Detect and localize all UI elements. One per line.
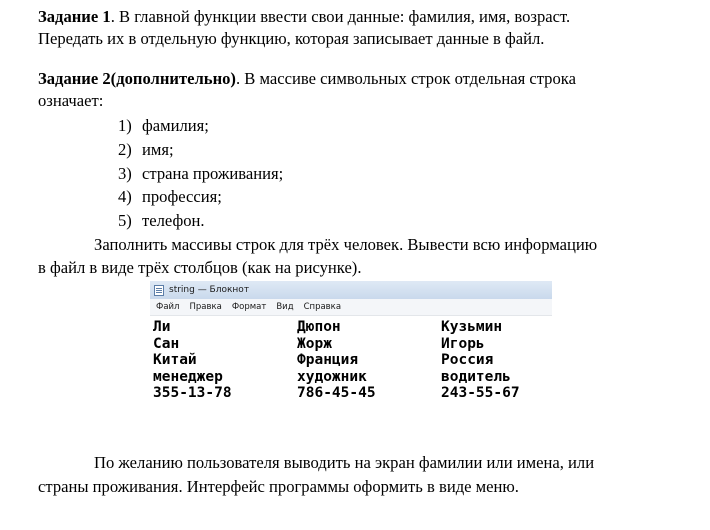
cell: 355-13-78 [153, 385, 232, 401]
notepad-column-3 [441, 319, 520, 402]
list-item: 4) профессия; [118, 187, 222, 206]
notepad-icon [154, 285, 164, 296]
cell: Китай [153, 352, 197, 368]
task2-text: . В массиве символьных строк отдельная строка [235, 69, 576, 88]
task1-label: Задание 1 [38, 7, 111, 26]
notepad-title: string — Блокнот [169, 285, 250, 295]
menu-file: Файл [156, 302, 180, 312]
cell: Игорь [441, 335, 485, 352]
cell: Кузьмин [441, 319, 503, 335]
task2-paragraph1-line2: в файл в виде трёх столбцов (как на рисунке). [38, 258, 362, 277]
cell: Россия [441, 352, 494, 368]
notepad-column-1 [153, 319, 232, 402]
cell: водитель [441, 368, 511, 385]
list-item: 3) страна проживания; [118, 164, 284, 183]
cell: Сан [153, 335, 180, 352]
task2-paragraph2-line1: По желанию пользователя выводить на экран фамилии или имена, или [94, 453, 595, 472]
cell: художник [297, 368, 367, 385]
cell: 786-45-45 [297, 385, 376, 401]
task1-line1 [38, 7, 570, 27]
task2-line1 [38, 69, 576, 89]
cell: менеджер [153, 368, 223, 385]
menu-format: Формат [231, 302, 267, 312]
task1-line2: Передать их в отдельную функцию, которая записывает данные в файл. [38, 29, 545, 48]
cell: Жорж [297, 335, 332, 352]
task2-paragraph1-line1: Заполнить массивы строк для трёх человек. Вывести всю информацию [94, 235, 598, 254]
cell: Дюпон [297, 319, 341, 335]
task2-paragraph2-line2: страны проживания. Интерфейс программы оформить в виде меню. [38, 477, 519, 496]
notepad-menubar [150, 299, 552, 316]
task2-label: Задание 2(дополнительно) [38, 69, 236, 88]
list-item: 1) фамилия; [118, 116, 209, 135]
menu-view: Вид [276, 302, 294, 312]
task1-text: . В главной функции ввести свои данные: фамилия, имя, возраст. [110, 7, 571, 26]
menu-edit: Правка [189, 302, 222, 312]
cell: Франция [297, 352, 359, 368]
notepad-text-area [150, 316, 552, 409]
notepad-column-2 [297, 319, 376, 402]
task2-line2: означает: [38, 91, 104, 110]
list-item: 5) телефон. [118, 211, 205, 230]
menu-help: Справка [303, 302, 342, 312]
cell: Ли [153, 319, 171, 335]
notepad-titlebar [150, 281, 552, 299]
notepad-window-screenshot [150, 281, 552, 409]
cell: 243-55-67 [441, 385, 520, 401]
list-item: 2) имя; [118, 140, 174, 159]
